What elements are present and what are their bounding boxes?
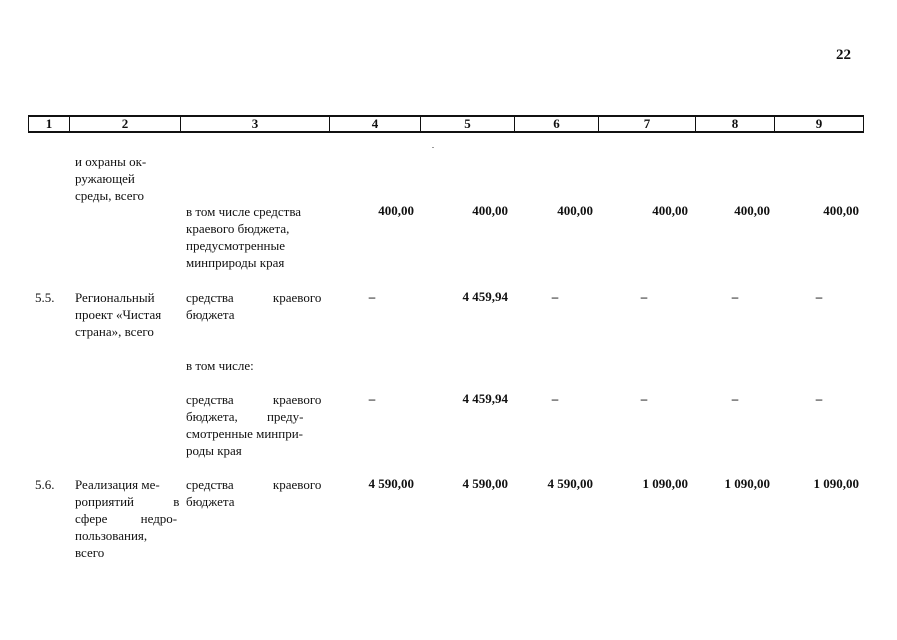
table-header-row xyxy=(28,115,864,133)
row-5-6-source-line: бюджета xyxy=(186,494,235,509)
page-number: 22 xyxy=(836,47,851,63)
row-a-source-line: предусмотренные xyxy=(186,238,286,253)
row-5-5-name-line: Региональный xyxy=(75,290,155,305)
row-5-5-sub-source xyxy=(186,391,326,459)
header-col-8: 8 xyxy=(696,117,775,131)
row-5-5-name-line: проект «Чистая xyxy=(75,307,162,322)
row-a-source xyxy=(186,203,326,271)
row-a-value-col5: 400,00 xyxy=(472,203,508,218)
row-a-value-col8: 400,00 xyxy=(734,203,770,218)
row-5-6-value-col9: 1 090,00 xyxy=(813,476,859,491)
row-a-name-line: среды, всего xyxy=(75,188,144,203)
row-5-6-number: 5.6. xyxy=(35,477,55,492)
row-a-name-line: ружающей xyxy=(75,171,135,186)
row-5-6-source-line: средства краевого xyxy=(186,477,322,492)
row-5-5-name-line: страна», всего xyxy=(75,324,154,339)
row-a-value-col4: 400,00 xyxy=(378,203,414,218)
row-5-5-sub-source-line: смотренные минпри- xyxy=(186,426,303,441)
row-5-5-value-col7: – xyxy=(640,289,648,304)
row-a-value-col6: 400,00 xyxy=(557,203,593,218)
row-a-value-col7: 400,00 xyxy=(652,203,688,218)
row-5-5-value-col4: – xyxy=(368,289,376,304)
header-col-1: 1 xyxy=(29,117,70,131)
row-5-5-source xyxy=(186,289,326,323)
header-col-6: 6 xyxy=(515,117,599,131)
row-5-5-sub-value-col4: – xyxy=(368,391,376,406)
row-5-5-sub-source-line: средства краевого xyxy=(186,392,322,407)
row-5-6-value-col4: 4 590,00 xyxy=(368,476,414,491)
row-a-name-line: и охраны ок- xyxy=(75,154,147,169)
row-5-5-sub-value-col9: – xyxy=(815,391,823,406)
row-5-5-source-line: средства краевого xyxy=(186,290,322,305)
row-5-5-sub-value-col8: – xyxy=(731,391,739,406)
header-col-7: 7 xyxy=(599,117,696,131)
row-a-name xyxy=(75,153,175,204)
row-5-6-value-col6: 4 590,00 xyxy=(547,476,593,491)
row-a-value-col9: 400,00 xyxy=(823,203,859,218)
row-5-5-sub-source-line: роды края xyxy=(186,443,242,458)
row-a-source-line: в том числе средства xyxy=(186,204,302,219)
row-5-5-sub-value-col6: – xyxy=(551,391,559,406)
row-5-6-source xyxy=(186,476,326,510)
row-5-6-value-col5: 4 590,00 xyxy=(462,476,508,491)
row-5-5-number: 5.5. xyxy=(35,290,55,305)
row-5-6-name-line: пользования, xyxy=(75,528,148,543)
row-5-5-value-col6: – xyxy=(551,289,559,304)
row-a-source-line: минприроды края xyxy=(186,255,285,270)
row-5-6-value-col7: 1 090,00 xyxy=(642,476,688,491)
header-col-3: 3 xyxy=(181,117,330,131)
header-col-2: 2 xyxy=(70,117,181,131)
row-5-5-value-col8: – xyxy=(731,289,739,304)
row-5-5-including-label: в том числе: xyxy=(186,358,254,373)
row-5-5-sub-value-col7: – xyxy=(640,391,648,406)
header-col-4: 4 xyxy=(330,117,421,131)
row-5-5-name xyxy=(75,289,177,340)
row-5-5-sub-value-col5: 4 459,94 xyxy=(462,391,508,406)
row-5-6-name-line: Реализация ме- xyxy=(75,477,160,492)
row-a-source-line: краевого бюджета, xyxy=(186,221,290,236)
scan-speck xyxy=(432,147,434,148)
row-5-6-value-col8: 1 090,00 xyxy=(724,476,770,491)
header-col-9: 9 xyxy=(815,116,823,131)
row-5-5-sub-source-line: бюджета, преду- xyxy=(186,409,304,424)
row-5-6-name-line: сфере недро- xyxy=(75,511,178,526)
row-5-6-name-line: роприятий в xyxy=(75,494,180,509)
row-5-5-source-line: бюджета xyxy=(186,307,235,322)
row-5-6-name xyxy=(75,476,180,561)
row-5-6-name-line: всего xyxy=(75,545,105,560)
header-col-5: 5 xyxy=(421,117,515,131)
row-5-5-value-col5: 4 459,94 xyxy=(462,289,508,304)
row-5-5-value-col9: – xyxy=(815,289,823,304)
